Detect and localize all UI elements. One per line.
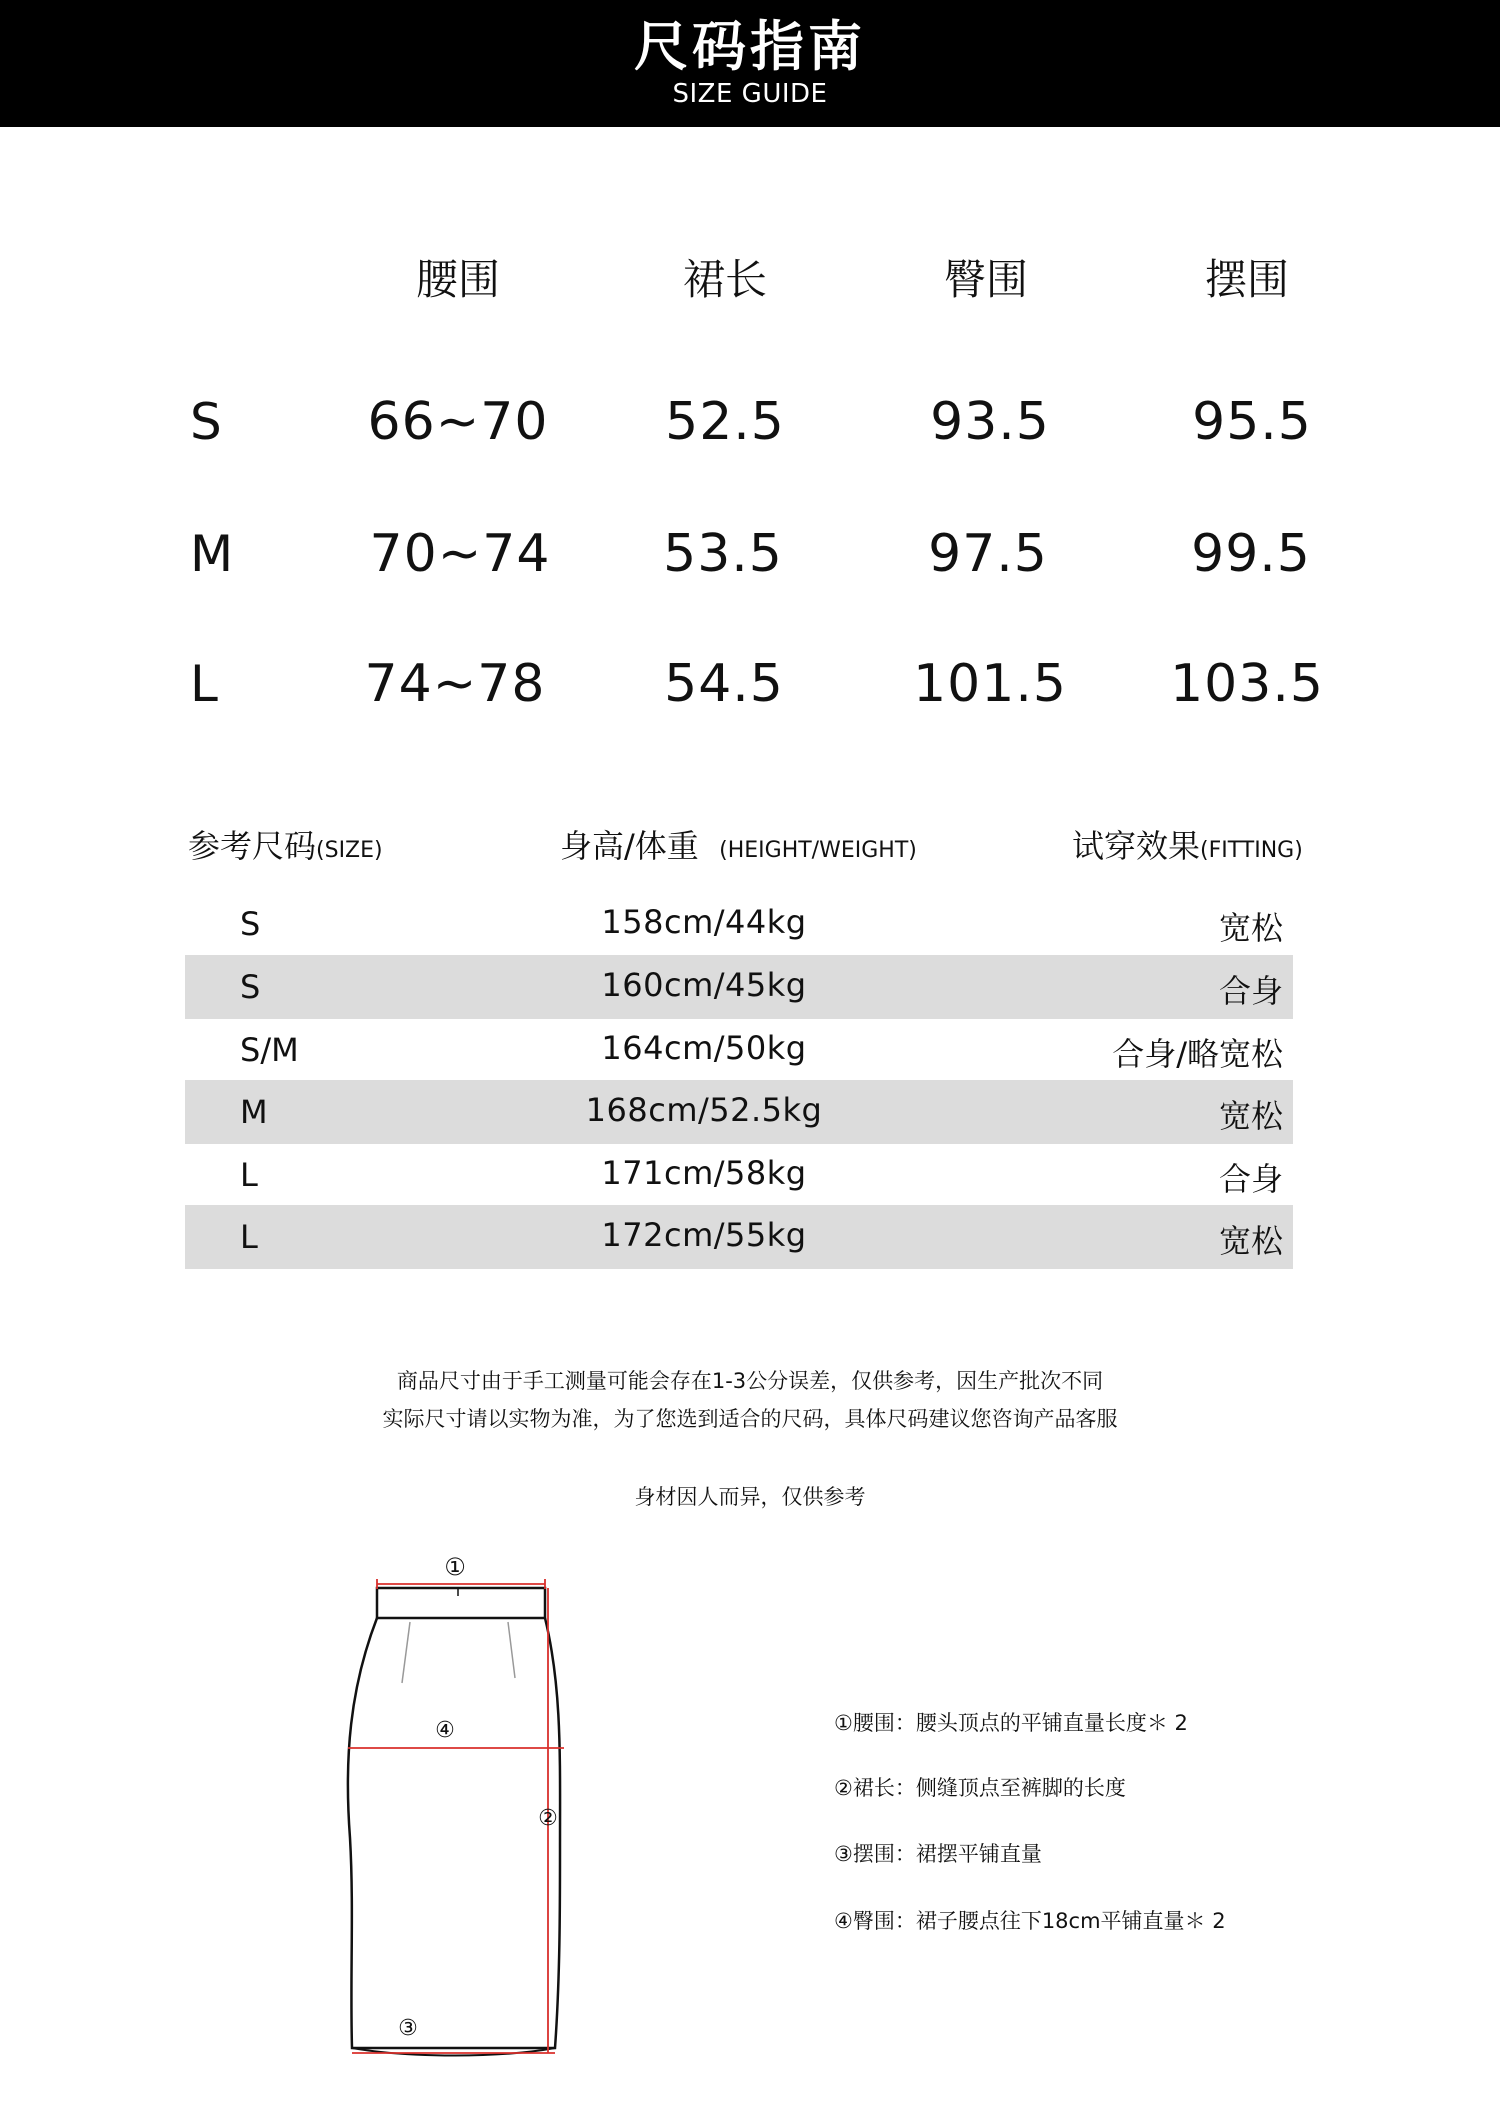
ref-height-weight: 171cm/58kg: [601, 1154, 807, 1192]
ref-header-fit-en: (FITTING): [1200, 838, 1303, 863]
ref-size: S/M: [240, 1031, 299, 1069]
page-subtitle: SIZE GUIDE: [672, 79, 828, 109]
ref-height-weight: 160cm/45kg: [601, 966, 807, 1004]
marker-waist: ①: [444, 1553, 466, 1581]
ref-fit: 宽松: [1218, 1097, 1283, 1135]
column-header-hip: 臀围: [943, 255, 1029, 304]
table-cell: 66~70: [367, 392, 549, 452]
ref-size: S: [240, 905, 261, 943]
table-row: [185, 1143, 1293, 1207]
table-cell: 101.5: [913, 654, 1067, 714]
table-row: [185, 1080, 1293, 1144]
table-cell: 97.5: [928, 524, 1048, 584]
marker-length: ②: [538, 1806, 558, 1831]
ref-height-weight: 164cm/50kg: [601, 1029, 807, 1067]
column-header-length: 裙长: [682, 255, 768, 304]
table-cell: 103.5: [1170, 654, 1324, 714]
skirt-dart: [508, 1622, 515, 1678]
table-cell: 95.5: [1192, 392, 1312, 452]
note-line-3: 身材因人而异，仅供参考: [634, 1485, 866, 1509]
size-row-label: M: [190, 525, 234, 583]
note-line-1: 商品尺寸由于手工测量可能会存在1-3公分误差，仅供参考，因生产批次不同: [396, 1369, 1104, 1393]
column-header-waist: 腰围: [415, 255, 501, 304]
legend-length: ②裙长：侧缝顶点至裤脚的长度: [834, 1776, 1126, 1800]
skirt-dart: [402, 1622, 410, 1683]
ref-header-fit-zh: 试穿效果: [1072, 827, 1201, 865]
legend-hem: ③摆围：裙摆平铺直量: [834, 1842, 1042, 1866]
ref-size: M: [240, 1093, 268, 1131]
table-cell: 52.5: [665, 392, 785, 452]
table-cell: 53.5: [663, 524, 783, 584]
legend-hip: ④臀围：裙子腰点往下18cm平铺直量＊ 2: [834, 1909, 1226, 1933]
table-cell: 99.5: [1191, 524, 1311, 584]
table-row: [185, 955, 1293, 1019]
table-cell: 74~78: [364, 654, 546, 714]
marker-hip: ④: [435, 1718, 455, 1743]
table-cell: 93.5: [930, 392, 1050, 452]
ref-height-weight: 172cm/55kg: [601, 1216, 807, 1254]
ref-size: S: [240, 968, 261, 1006]
legend-waist: ①腰围：腰头顶点的平铺直量长度＊ 2: [834, 1711, 1188, 1735]
ref-size: L: [240, 1218, 258, 1256]
ref-header-hw-en: (HEIGHT/WEIGHT): [719, 838, 917, 863]
ref-header-size-zh: 参考尺码: [188, 827, 317, 865]
skirt-outline: [377, 1588, 545, 1618]
size-row-label: S: [190, 393, 222, 451]
ref-height-weight: 168cm/52.5kg: [585, 1091, 823, 1129]
table-cell: 54.5: [664, 654, 784, 714]
ref-header-fitting: [1072, 826, 1303, 871]
ref-fit: 合身/略宽松: [1112, 1035, 1283, 1073]
ref-fit: 宽松: [1218, 1222, 1283, 1260]
note-line-2: 实际尺寸请以实物为准，为了您选到适合的尺码，具体尺码建议您咨询产品客服: [382, 1407, 1118, 1431]
page-title: 尺码指南: [634, 15, 866, 78]
ref-size: L: [240, 1156, 258, 1194]
table-row: [185, 1018, 1293, 1082]
size-row-label: L: [190, 655, 218, 713]
skirt-outline: [348, 1618, 560, 2048]
page-header: [0, 0, 1500, 127]
table-cell: 70~74: [369, 524, 551, 584]
ref-header-size: [188, 826, 383, 871]
ref-header-height-weight: [560, 826, 917, 871]
ref-fit: 合身: [1218, 972, 1283, 1010]
ref-fit: 宽松: [1218, 909, 1283, 947]
table-row: [185, 892, 1293, 956]
marker-hem: ③: [398, 2016, 418, 2041]
column-header-hem: 摆围: [1204, 255, 1290, 304]
skirt-diagram: [330, 1548, 590, 2068]
ref-height-weight: 158cm/44kg: [601, 903, 807, 941]
ref-header-hw-zh: 身高/体重: [560, 827, 699, 865]
ref-header-size-en: (SIZE): [316, 838, 383, 863]
table-row: [185, 1205, 1293, 1269]
ref-fit: 合身: [1218, 1160, 1283, 1198]
